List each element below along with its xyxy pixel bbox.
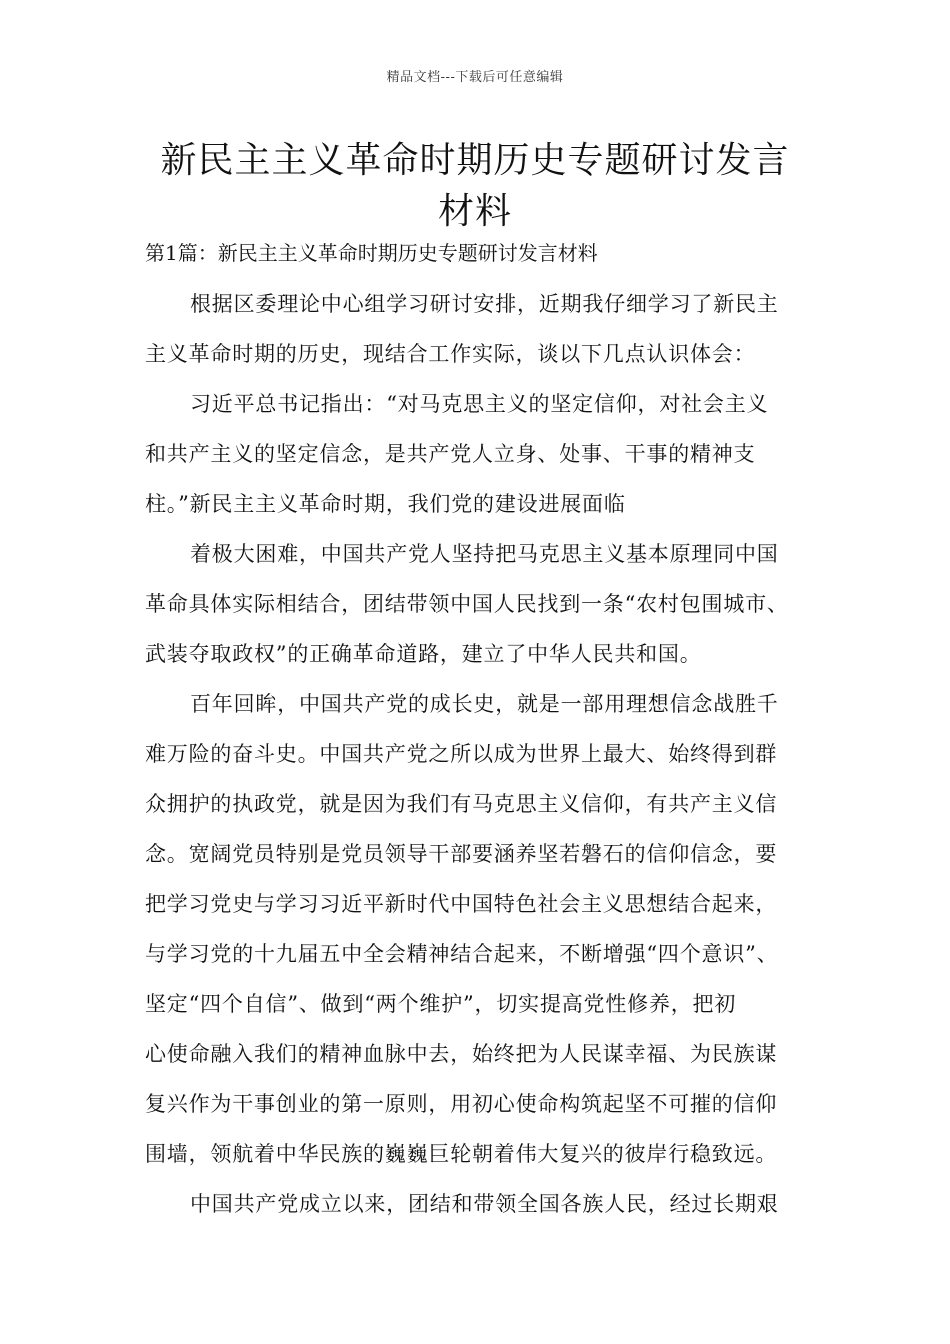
body-line: 与学习党的十九届五中全会精神结合起来，不断增强“四个意识”、	[145, 942, 779, 966]
body-line: 复兴作为干事创业的第一原则，用初心使命构筑起坚不可摧的信仰	[145, 1092, 778, 1116]
body-line: 难万险的奋斗史。中国共产党之所以成为世界上最大、始终得到群	[145, 742, 778, 766]
body-line: 主义革命时期的历史，现结合工作实际，谈以下几点认识体会：	[145, 342, 756, 366]
section-subheading: 第1篇：新民主主义革命时期历史专题研讨发言材料	[145, 241, 598, 265]
body-line: 柱。”新民主主义革命时期，我们党的建设进展面临	[145, 492, 626, 516]
document-title-line-2: 材料	[437, 191, 512, 232]
body-line: 围墙，领航着中华民族的巍巍巨轮朝着伟大复兴的彼岸行稳致远。	[145, 1142, 778, 1166]
body-line: 革命具体实际相结合，团结带领中国人民找到一条“农村包围城市、	[145, 592, 789, 616]
body-line: 着极大困难，中国共产党人坚持把马克思主义基本原理同中国	[190, 542, 779, 566]
body-line: 心使命融入我们的精神血脉中去，始终把为人民谋幸福、为民族谋	[145, 1042, 778, 1066]
body-line: 坚定“四个自信”、做到“两个维护”，切实提高党性修养，把初	[145, 992, 737, 1016]
body-line: 念。宽阔党员特别是党员领导干部要涵养坚若磐石的信仰信念，要	[145, 842, 778, 866]
body-line: 把学习党史与学习习近平新时代中国特色社会主义思想结合起来，	[145, 892, 778, 916]
body-line: 武装夺取政权”的正确革命道路，建立了中华人民共和国。	[145, 642, 702, 666]
body-line: 中国共产党成立以来，团结和带领全国各族人民，经过长期艰	[190, 1192, 779, 1216]
body-line: 众拥护的执政党，就是因为我们有马克思主义信仰，有共产主义信	[145, 792, 778, 816]
body-line: 根据区委理论中心组学习研讨安排，近期我仔细学习了新民主	[190, 292, 779, 316]
document-title-line-1: 新民主主义革命时期历史专题研讨发言	[160, 140, 790, 181]
page-header-note: 精品文档---下载后可任意编辑	[386, 70, 564, 85]
body-line: 百年回眸，中国共产党的成长史，就是一部用理想信念战胜千	[190, 692, 779, 716]
body-line: 习近平总书记指出：“对马克思主义的坚定信仰，对社会主义	[190, 392, 769, 416]
body-line: 和共产主义的坚定信念，是共产党人立身、处事、干事的精神支	[145, 442, 756, 466]
